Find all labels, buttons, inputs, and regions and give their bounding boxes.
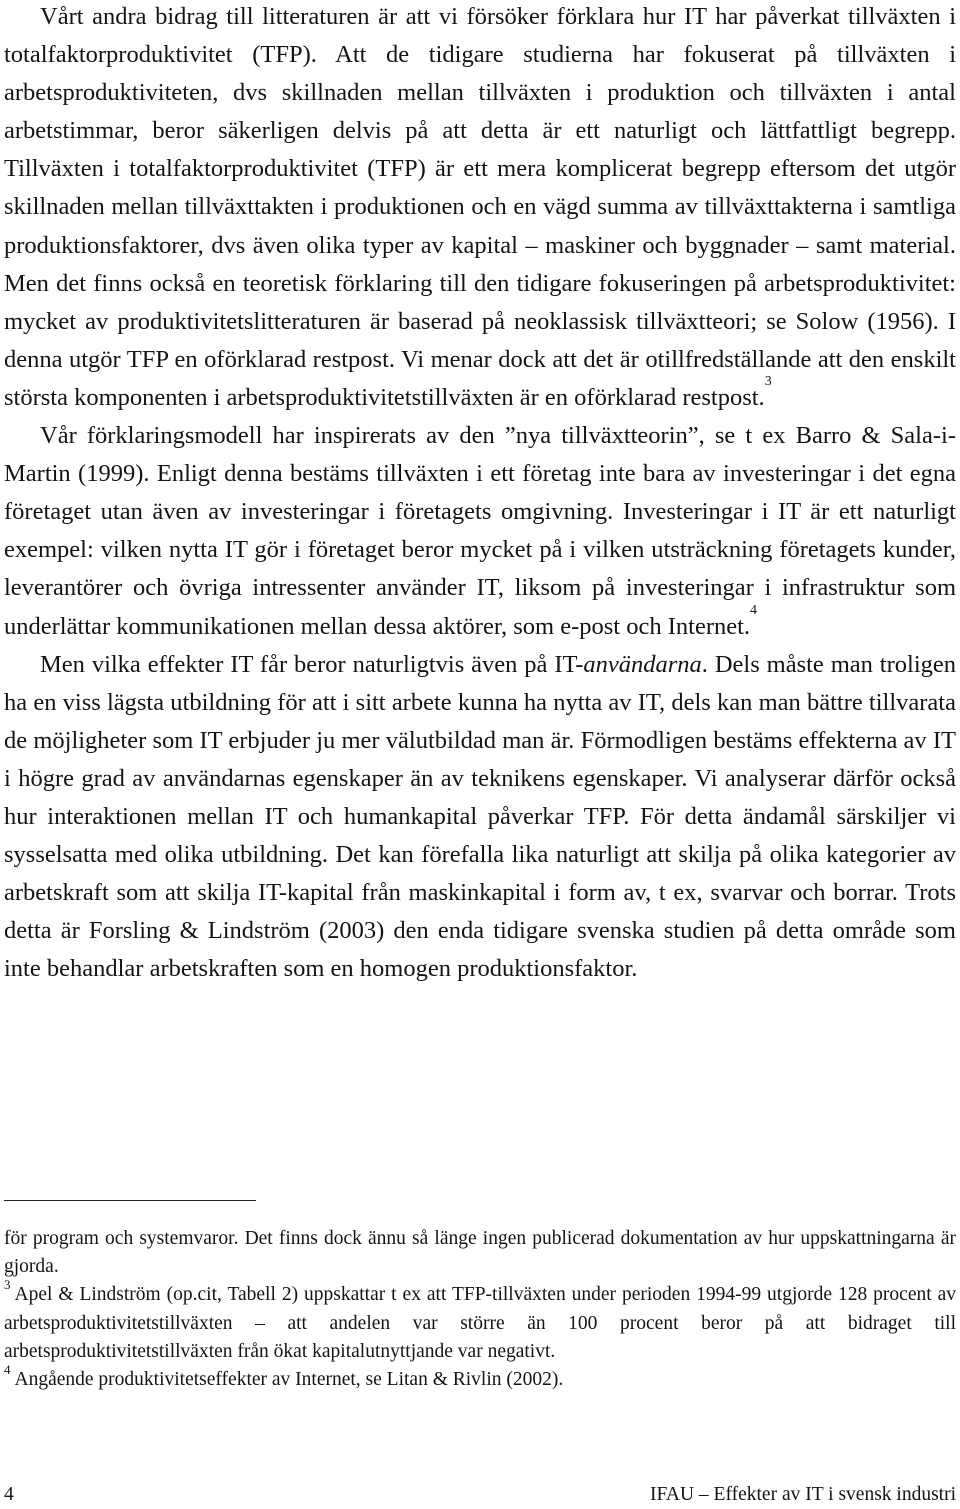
- footnote-divider: [4, 1200, 256, 1201]
- footnote-ref-3[interactable]: 3: [764, 373, 772, 389]
- footnote-continued: för program och systemvaror. Det finns dock ännu så länge ingen publicerad dokumentation av hur uppskattningarna är gjorda.: [4, 1228, 956, 1278]
- paragraph-3-text-end: . Dels måste man troligen ha en viss lägsta utbildning för att i sitt arbete kunna ha nytta av IT, dels kan man bättre tillvarata de möjligheter som IT erbjuder ju mer välutbildad man är. Förmodligen bestäms effekterna av IT i högre grad av användarnas egenskaper än av teknikens egenskaper. Vi analyserar därför också hur interaktionen mellan IT och humankapital påverkar TFP. För detta ändamål särskiljer vi sysselsatta med olika utbildning. Det kan förefalla lika naturligt att skilja på olika kategorier av arbetskraft som att skilja IT-kapital från maskinkapital i form av, t ex, svarvar och borrar. Trots detta är Forsling & Lindström (2003) den enda tidigare svenska studien på detta område som inte behandlar arbetskraften som en homogen produktionsfaktor.: [4, 650, 956, 983]
- body-text: [4, 0, 956, 988]
- footnote-3: [4, 1277, 956, 1366]
- footnote-3-text: Apel & Lindström (op.cit, Tabell 2) uppskattar t ex att TFP-tillväxten under perioden 1994-99 utgjorde 128 procent av arbetsproduktivitetstillväxten – att andelen var större än 100 procent beror på att bidraget till arbetsproduktivitetstillväxten från ökat kapitalutnyttjande var negativt.: [4, 1284, 956, 1362]
- footnote-ref-4[interactable]: 4: [750, 602, 758, 618]
- footnote-4-number: 4: [4, 1362, 11, 1378]
- paragraph-3-emphasis: användarna: [583, 650, 702, 678]
- paragraph-2: [4, 417, 956, 646]
- footnote-4: [4, 1362, 956, 1394]
- paragraph-3: [4, 646, 956, 989]
- page-number: 4: [4, 1484, 14, 1505]
- document-page: [4, 0, 956, 988]
- paragraph-1: [4, 0, 956, 417]
- paragraph-2-text: Vår förklaringsmodell har inspirerats av den ”nya tillväxtteorin”, se t ex Barro & Sala-i-Martin (1999). Enligt denna bestäms tillväxten i ett företag inte bara av investeringar i det egna företaget utan även av investeringar i företagets omgivning. Investeringar i IT är ett naturligt exempel: vilken nytta IT gör i företaget beror mycket på i vilken utsträckning företagets kunder, leverantörer och övriga intressenter använder IT, liksom på investeringar i infrastruktur som underlättar kommunikationen mellan dessa aktörer, som e-post och Internet.: [4, 422, 956, 640]
- footnotes: [4, 1225, 956, 1394]
- footnote-4-text: Angående produktivitetseffekter av Internet, se Litan & Rivlin (2002).: [14, 1369, 564, 1391]
- paragraph-1-text: Vårt andra bidrag till litteraturen är att vi försöker förklara hur IT har påverkat tillväxten i totalfaktorproduktivitet (TFP). Att de tidigare studierna har fokuserat på tillväxten i arbetsproduktiviteten, dvs skillnaden mellan tillväxten i produktion och tillväxten i antal arbetstimmar, beror säkerligen delvis på att detta är ett naturligt och lättfattligt begrepp. Tillväxten i totalfaktorproduktivitet (TFP) är ett mera komplicerat begrepp eftersom det utgör skillnaden mellan tillväxttakten i produktionen och en vägd summa av tillväxttakterna i samtliga produktionsfaktorer, dvs även olika typer av kapital – maskiner och byggnader – samt material. Men det finns också en teoretisk förklaring till den tidigare fokuseringen på arbetsproduktivitet: mycket av produktivitetslitteraturen är baserad på neoklassisk tillväxtteori; se Solow (1956). I denna utgör TFP en oförklarad restpost. Vi menar dock att det är otillfredställande att den enskilt största komponenten i arbetsproduktivitetstillväxten är en oförklarad restpost.: [4, 3, 956, 411]
- paragraph-3-text-start: Men vilka effekter IT får beror naturligtvis även på IT-: [40, 650, 584, 678]
- running-title: IFAU – Effekter av IT i svensk industri: [650, 1484, 956, 1505]
- footnote-3-number: 3: [4, 1277, 11, 1293]
